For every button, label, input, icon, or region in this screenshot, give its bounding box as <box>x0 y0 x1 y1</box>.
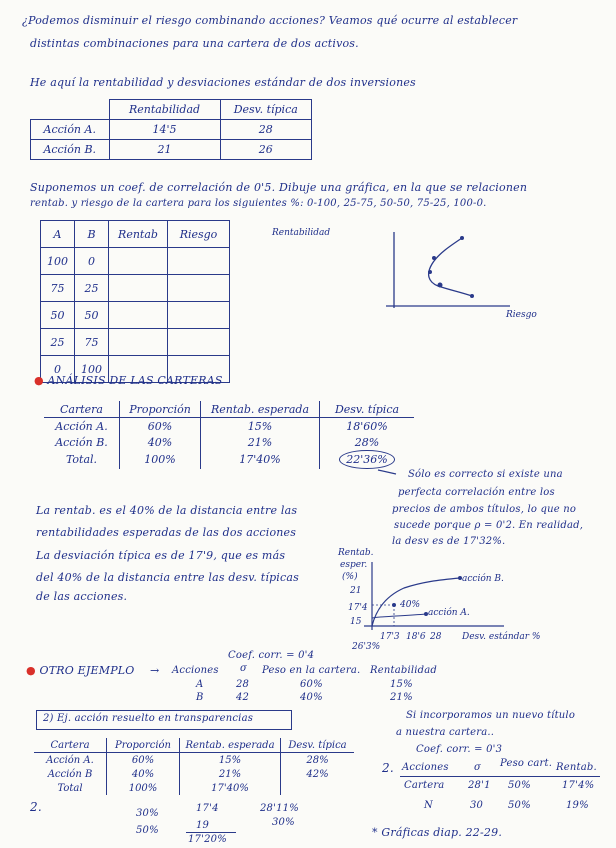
bullet-icon: ● <box>34 374 44 387</box>
bottom-cell: 30% <box>136 808 159 819</box>
right2-cell: Cartera <box>404 780 445 791</box>
section2-arrow: → <box>150 664 160 677</box>
sketch2-below: 26'3% <box>352 642 381 652</box>
right2-header: Acciones <box>402 762 449 773</box>
bullet-icon: ● <box>26 664 36 677</box>
para3-line-1: La rentab. es el 40% de la distancia entre las <box>36 504 298 517</box>
table3-cell-circled <box>320 450 415 469</box>
table2-header: A <box>41 221 75 248</box>
table2-cell <box>109 302 168 329</box>
circled-value: 22'36% <box>339 450 394 469</box>
sketch2-ytick: 17'4 <box>348 603 368 613</box>
table1-cell: 28 <box>220 120 312 140</box>
sketch1-ylabel: Rentabilidad <box>272 228 331 238</box>
sketch2-point-a: acción A. <box>428 608 470 618</box>
table1-cell: 26 <box>220 140 312 160</box>
table4-header: Proporción <box>107 738 180 753</box>
sketch2-ylabel-1: Rentab. <box>338 548 374 558</box>
table-row <box>41 329 230 356</box>
section2-title-text: OTRO EJEMPLO <box>39 664 135 677</box>
section2-cell: A <box>196 679 204 690</box>
right2-cell: 50% <box>508 780 531 791</box>
right2-coef: Coef. corr. = 0'3 <box>416 744 503 755</box>
sketch2-xtick: 18'6 <box>406 632 426 642</box>
table2-cell: 0 <box>41 356 75 383</box>
section1-title-text: ANÁLISIS DE LAS CARTERAS <box>47 374 223 387</box>
table2-cell <box>109 248 168 275</box>
table2-cell <box>109 275 168 302</box>
table-row <box>44 450 414 469</box>
boxed-note-text: 2) Ej. acción resuelto en transparencias <box>43 713 254 724</box>
section2-cell: 60% <box>300 679 323 690</box>
bottom-cell: 17'20% <box>188 834 227 845</box>
table-row <box>41 302 230 329</box>
table2-cell: 25 <box>75 275 109 302</box>
table4-cell: 42% <box>306 768 329 780</box>
table3-header: Cartera <box>44 401 120 418</box>
table2-cell: 25 <box>41 329 75 356</box>
section2-cell: 15% <box>390 679 413 690</box>
table4-cell: 15% <box>180 753 281 768</box>
para3-line-4: del 40% de la distancia entre las desv. típicas <box>36 571 299 584</box>
sketch2-point-b: acción B. <box>462 574 504 584</box>
table3-cell: 18'60% <box>346 419 388 433</box>
table4-header: Rentab. esperada <box>180 738 281 753</box>
table1-header-0 <box>31 100 110 120</box>
table3-cell: 40% <box>120 434 201 450</box>
table3-cell: Acción B. <box>44 434 120 450</box>
table3-header: Proporción <box>120 401 201 418</box>
sketch1-xlabel: Riesgo <box>506 310 537 320</box>
right2-footer: * Gráficas diap. 22-29. <box>372 826 503 839</box>
table2-cell: 100 <box>75 356 109 383</box>
portfolio-mix-table <box>40 220 230 383</box>
sketch2-ytick: 21 <box>350 586 362 596</box>
sketch2-xtick: 28 <box>430 632 442 642</box>
section2-coef: Coef. corr. = 0'4 <box>228 650 315 661</box>
table-row <box>41 275 230 302</box>
right2-cell: 28'1 <box>468 780 491 791</box>
efficient-frontier-sketch <box>364 560 524 640</box>
para2-line-1: Suponemos un coef. de correlación de 0'5. Dibuje una gráfica, en la que se relacionen <box>30 181 528 194</box>
table3-header: Rentab. esperada <box>201 401 320 418</box>
table4-cell: 28% <box>306 754 329 766</box>
table3-cell: 17'40% <box>201 450 320 469</box>
table4-cell <box>281 781 355 795</box>
table-row <box>34 767 354 781</box>
table4-cell: 40% <box>107 767 180 781</box>
bottom-cell: 28'11% <box>260 803 299 814</box>
right2-cell: 19% <box>566 800 589 811</box>
table3-cell: 60% <box>120 418 201 435</box>
bottom-cell: 30% <box>272 817 295 828</box>
table2-header: Riesgo <box>168 221 230 248</box>
table2-cell: 75 <box>41 275 75 302</box>
boxed-note <box>36 710 292 730</box>
table1-header-1: Rentabilidad <box>109 100 220 120</box>
section2-cell: 21% <box>390 692 413 703</box>
table-row <box>31 140 312 160</box>
table2-cell <box>168 329 230 356</box>
sketch2-xlabel: Desv. estándar % <box>462 632 541 642</box>
table3-cell: Acción A. <box>44 418 120 435</box>
table-row <box>44 418 414 435</box>
sketch2-point-40: 40% <box>400 600 421 610</box>
table1-cell: 21 <box>109 140 220 160</box>
right2-number: 2. <box>382 761 394 775</box>
para3-line-2: rentabilidades esperadas de las dos acciones <box>36 526 297 539</box>
table2-cell: 75 <box>75 329 109 356</box>
right2-cell: 30 <box>470 800 484 811</box>
table2-cell: 0 <box>75 248 109 275</box>
table3-header: Desv. típica <box>320 401 415 418</box>
right2-line-1: Si incorporamos un nuevo título <box>406 710 576 721</box>
bottom-cell: 19 <box>196 820 210 831</box>
table4-cell: Acción A. <box>34 753 107 768</box>
table-row <box>34 753 354 768</box>
example-table <box>34 738 354 795</box>
right2-header: Peso cart. <box>500 758 553 769</box>
table3-cell: 100% <box>120 450 201 469</box>
sketch2-ytick: 15 <box>350 617 362 627</box>
table4-cell: 21% <box>180 767 281 781</box>
table1-cell: 14'5 <box>109 120 220 140</box>
para3-line-3: La desviación típica es de 17'9, que es más <box>36 549 286 562</box>
section2-cell: 42 <box>236 692 250 703</box>
section2-cell: B <box>196 692 204 703</box>
fraction-bar <box>186 832 236 833</box>
table2-cell: 50 <box>75 302 109 329</box>
section2-cell: 40% <box>300 692 323 703</box>
portfolio-analysis-table <box>44 401 414 469</box>
table2-cell <box>109 329 168 356</box>
table4-cell: Acción B <box>34 767 107 781</box>
table2-header: B <box>75 221 109 248</box>
table4-cell: 17'40% <box>180 781 281 795</box>
sketch2-xtick: 17'3 <box>380 632 400 642</box>
para3-line-5: de las acciones. <box>36 590 128 603</box>
intro-line-3: He aquí la rentabilidad y desviaciones estándar de dos inversiones <box>30 76 416 89</box>
table4-cell: Total <box>34 781 107 795</box>
right2-cell: 17'4% <box>562 780 595 791</box>
table1-cell: Acción A. <box>31 120 110 140</box>
bottom-cell: 17'4 <box>196 803 219 814</box>
right2-cell: N <box>424 800 433 811</box>
section2-h1: Acciones <box>172 665 219 676</box>
table2-cell <box>168 302 230 329</box>
table-row <box>41 248 230 275</box>
table4-header: Cartera <box>34 738 107 753</box>
returns-table <box>30 99 312 160</box>
right2-line-2: a nuestra cartera.. <box>396 727 495 738</box>
note1-line-5: la desv es de 17'32%. <box>392 536 506 547</box>
sketch2-ylabel-2: esper. <box>340 560 368 570</box>
section2-h4: Rentabilidad <box>370 665 438 676</box>
section2-h2: σ <box>240 663 248 674</box>
note1-line-1: Sólo es correcto si existe una <box>408 469 563 480</box>
intro-line-1: ¿Podemos disminuir el riesgo combinando acciones? Veamos qué ocurre al establecer <box>22 14 518 27</box>
bottom-left-number: 2. <box>30 800 42 814</box>
table1-cell: Acción B. <box>31 140 110 160</box>
table3-cell: 21% <box>201 434 320 450</box>
table2-cell <box>168 275 230 302</box>
note1-line-4: sucede porque ρ = 0'2. En realidad, <box>394 520 584 531</box>
note1-line-3: precios de ambos títulos, lo que no <box>392 504 577 515</box>
table3-cell: 15% <box>201 418 320 435</box>
table1-header-2: Desv. típica <box>220 100 312 120</box>
table2-header: Rentab <box>109 221 168 248</box>
para2-line-2: rentab. y riesgo de la cartera para los siguientes %: 0-100, 25-75, 50-50, 75-25, 100-0. <box>30 198 487 209</box>
arrow-icon <box>378 468 398 478</box>
table2-cell: 50 <box>41 302 75 329</box>
section1-title <box>34 374 223 387</box>
right2-header: Rentab. <box>556 762 597 773</box>
table2-cell <box>168 248 230 275</box>
right2-rule <box>400 776 600 777</box>
table4-cell: 100% <box>107 781 180 795</box>
table-row <box>31 120 312 140</box>
table4-cell: 60% <box>107 753 180 768</box>
section2-title <box>26 664 135 677</box>
right2-header: σ <box>474 762 482 773</box>
table4-header: Desv. típica <box>281 738 355 753</box>
table-row <box>34 781 354 795</box>
section2-h3: Peso en la cartera. <box>262 665 361 676</box>
bottom-cell: 50% <box>136 825 159 836</box>
intro-line-2: distintas combinaciones para una cartera de dos activos. <box>30 37 359 50</box>
section2-cell: 28 <box>236 679 250 690</box>
table3-cell: 28% <box>354 435 380 449</box>
note1-line-2: perfecta correlación entre los <box>398 487 555 498</box>
right2-cell: 50% <box>508 800 531 811</box>
table3-cell: Total. <box>44 450 120 469</box>
table-row <box>44 434 414 450</box>
table2-cell: 100 <box>41 248 75 275</box>
sketch2-ylabel-3: (%) <box>342 572 358 582</box>
